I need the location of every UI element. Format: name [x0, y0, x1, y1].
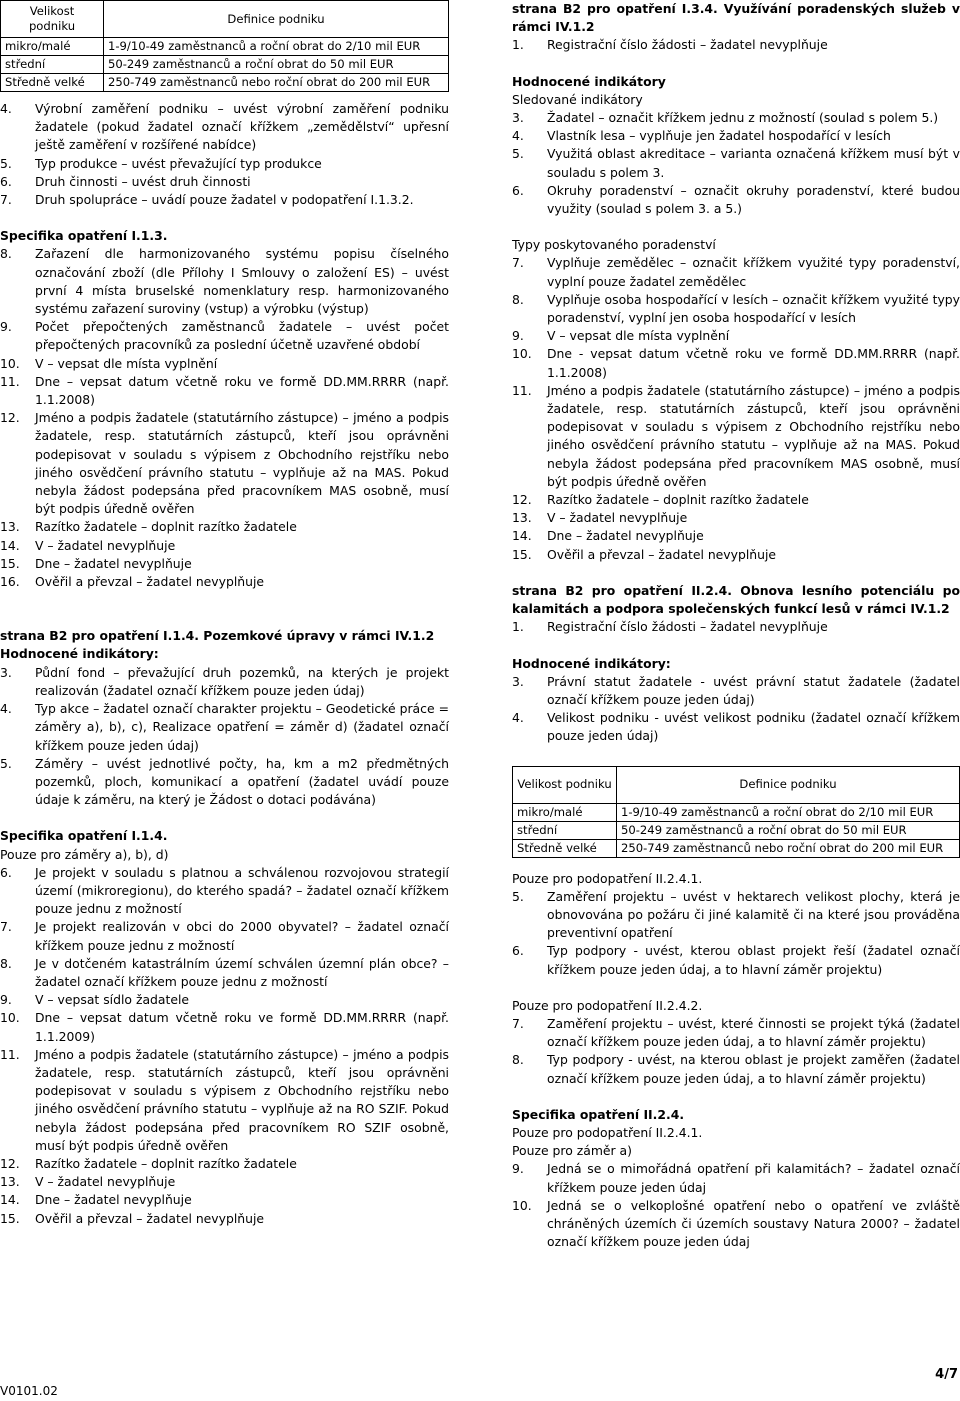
table-row [513, 803, 960, 821]
list-item-number: 7. [512, 1015, 524, 1031]
list-item-number: 10. [0, 355, 20, 371]
list-item [512, 942, 960, 978]
list-item-text: Dne – vepsat datum včetně roku ve formě DD.MM.RRRR (např. 1.1.2008) [35, 373, 449, 408]
list-item-number: 13. [0, 519, 20, 535]
section-heading: Hodnocené indikátory [512, 73, 666, 89]
table-header-size: Velikost podniku [513, 766, 617, 803]
document-version: V0101.02 [0, 1384, 58, 1398]
list-item [0, 191, 449, 209]
list-item [0, 955, 449, 991]
list-item-number: 9. [512, 328, 524, 344]
list-item-number: 12. [0, 410, 20, 426]
table-cell-definition: 50-249 zaměstnanců a roční obrat do 50 mil EUR [104, 56, 449, 74]
table-cell-size: střední [513, 821, 617, 839]
table-cell-definition: 1-9/10-49 zaměstnanců a roční obrat do 2/10 mil EUR [617, 803, 960, 821]
list-item-text: V – vepsat dle místa vyplnění [547, 328, 730, 344]
paragraph: Typy poskytovaného poradenství [512, 237, 716, 253]
list-item [512, 709, 960, 745]
list-item-number: 4. [512, 710, 524, 726]
list-item-number: 4. [512, 128, 524, 144]
list-item [512, 382, 960, 491]
section-heading: strana B2 pro opatření I.1.4. Pozemkové úpravy v rámci IV.1.2 [0, 628, 435, 644]
list-item [512, 491, 960, 509]
list-item-text: V – žadatel nevyplňuje [35, 537, 176, 553]
list-item [0, 355, 449, 373]
section-heading: Hodnocené indikátory: [512, 655, 671, 671]
list-item [512, 509, 960, 527]
list-item-number: 5. [0, 155, 12, 171]
table-cell-size: mikro/malé [513, 803, 617, 821]
list-item-text: V – vepsat sídlo žadatele [35, 992, 190, 1008]
list-item [0, 173, 449, 191]
list-item [512, 1197, 960, 1252]
list-item-number: 11. [0, 373, 20, 389]
section-heading: Hodnocené indikátory: [0, 646, 159, 662]
list-item-number: 9. [512, 1161, 524, 1177]
list-item-number: 12. [512, 492, 532, 508]
spacer [512, 1088, 960, 1106]
list-item-text: V – žadatel nevyplňuje [35, 1174, 176, 1190]
paragraph: Pouze pro podopatření II.2.4.1. [512, 1124, 703, 1140]
list-item-text: Dne – žadatel nevyplňuje [35, 1192, 192, 1208]
list-item-text: Je projekt realizován v obci do 2000 obyvatel? – žadatel označí křížkem pouze jednu z možností [35, 919, 449, 953]
right-text-blocks-top [512, 0, 960, 746]
list-item-text: Ověřil a převzal – žadatel nevyplňuje [35, 1210, 265, 1226]
list-item-text: Zaměření projektu – uvést v hektarech velikost plochy, která je obnovována po požáru či jiné kalamitě či na které jsou prováděna preventivní opatření [547, 888, 960, 941]
list-item [512, 1051, 960, 1087]
paragraph: Pouze pro záměr a) [512, 1143, 632, 1159]
spacer [0, 209, 449, 227]
list-item [512, 527, 960, 545]
table-cell-size: Středně velké [513, 839, 617, 857]
list-item-number: 11. [512, 382, 532, 398]
spacer [512, 564, 960, 582]
list-item-number: 1. [512, 619, 524, 635]
list-item [0, 573, 449, 591]
spacer [512, 979, 960, 997]
list-item-number: 7. [0, 919, 12, 935]
list-item-text: V – žadatel nevyplňuje [547, 510, 688, 526]
list-item [0, 700, 449, 755]
section-heading: Specifika opatření I.1.4. [0, 828, 168, 844]
list-item [0, 1210, 449, 1228]
list-item [512, 327, 960, 345]
table-cell-definition: 250-749 zaměstnanců nebo roční obrat do 200 mil EUR [617, 839, 960, 857]
table-header-size: Velikost podniku [1, 1, 104, 38]
list-item [0, 318, 449, 354]
list-item [512, 1015, 960, 1051]
list-item-number: 6. [0, 173, 12, 189]
list-item-number: 11. [0, 1046, 20, 1062]
table-row [513, 839, 960, 857]
list-item-text: Půdní fond – převažující druh pozemků, na kterých je projekt realizován (žadatel označí křížkem pouze jeden údaj) [35, 664, 449, 698]
list-item-text: Okruhy poradenství – označit okruhy poradenství, které budou využity (soulad s polem 3. a 5.) [547, 182, 960, 217]
list-item-number: 6. [0, 864, 12, 880]
list-item-text: Záměry – uvést jednotlivé počty, ha, km a m2 předmětných pozemků, ploch, komunikací a opatření (žadatel uvádí pouze údaje k záměru, na který je Žádost o dotaci podávána) [35, 755, 449, 808]
list-item-text: Registrační číslo žádosti – žadatel nevyplňuje [547, 619, 828, 635]
list-item [512, 345, 960, 381]
list-item-number: 7. [512, 255, 524, 271]
list-item-text: Druh spolupráce – uvádí pouze žadatel v podopatření I.1.3.2. [35, 192, 414, 208]
table-row [1, 74, 449, 92]
list-item-number: 8. [512, 1052, 524, 1068]
spacer [512, 218, 960, 236]
list-item-number: 6. [512, 182, 524, 198]
table-cell-definition: 50-249 zaměstnanců a roční obrat do 50 mil EUR [617, 821, 960, 839]
list-item-number: 8. [0, 955, 12, 971]
list-item [0, 555, 449, 573]
list-item-text: Typ akce – žadatel označí charakter projektu – Geodetické práce = záměry a), b), c), Realizace opatření = záměr d) (žadatel označí křížkem pouze jeden údaj) [35, 701, 449, 753]
page-number: 4/7 [935, 1367, 958, 1382]
list-item [0, 1191, 449, 1209]
right-text-blocks-bottom [512, 870, 960, 1252]
section-heading: strana B2 pro opatření II.2.4. Obnova lesního potenciálu po kalamitách a podpora společenských funkcí lesů v rámci IV.1.2 [512, 582, 960, 617]
list-item [512, 1160, 960, 1196]
list-item-text: Zařazení dle harmonizovaného systému popisu číselného označování zboží (dle Přílohy I Smlouvy o založení ES) – uvést první 4 místa bruselské nomenklatury resp. harmonizovaného systému zařazení suroviny (vstup) a výrobku (výstup) [35, 246, 449, 317]
list-item [512, 673, 960, 709]
right-column [512, 0, 960, 1251]
list-item [0, 918, 449, 954]
list-item-number: 3. [0, 664, 12, 680]
list-item-text: Razítko žadatele – doplnit razítko žadatele [35, 519, 297, 535]
list-item-text: Typ produkce – uvést převažující typ produkce [35, 155, 322, 171]
table-row [1, 56, 449, 74]
list-item-number: 4. [0, 101, 12, 116]
list-item-number: 15. [512, 546, 532, 562]
table-row [1, 38, 449, 56]
list-item [512, 291, 960, 327]
list-item-text: Druh činnosti – uvést druh činnosti [35, 173, 251, 189]
list-item [512, 182, 960, 218]
list-item [512, 546, 960, 564]
list-item-text: Počet přepočtených zaměstnanců žadatele – uvést počet přepočtených pracovníků za poslední účetně uzavřené období [35, 319, 449, 353]
list-item-text: Typ podpory - uvést, na kterou oblast je projekt zaměřen (žadatel označí křížkem pouze jeden údaj, a to hlavní záměr projektu) [547, 1052, 960, 1086]
list-item-text: Jméno a podpis žadatele (statutárního zástupce) – jméno a podpis žadatele, resp. statutárních zástupců, kteří jsou oprávněni podepisovat v souladu s výpisem z Obchodního rejstříku nebo jiného osvědčení právního statutu – vyplňuje až na RO SZIF. Pokud nebyla žádost podepsána před pracovníkem RO SZIF osobně, musí být podpis úředně ověřen [35, 1046, 449, 1153]
list-item [0, 991, 449, 1009]
paragraph: Pouze pro podopatření II.2.4.2. [512, 997, 703, 1013]
list-item [0, 409, 449, 518]
list-item-text: Jedná se o velkoplošné opatření nebo o opatření ve zvláště chráněných územích či územích soustavy Natura 2000? – žadatel označí křížkem pouze jeden údaj [547, 1197, 960, 1250]
list-item-text: Žadatel – označit křížkem jednu z možností (soulad s polem 5.) [547, 110, 939, 126]
list-item-text: Dne - vepsat datum včetně roku ve formě DD.MM.RRRR (např. 1.1.2008) [547, 346, 960, 380]
list-item [0, 1046, 449, 1155]
list-item-text: Ověřil a převzal – žadatel nevyplňuje [547, 546, 777, 562]
list-item-number: 9. [0, 992, 12, 1008]
table-cell-size: mikro/malé [1, 38, 104, 56]
section-heading: strana B2 pro opatření I.3.4. Využívání poradenských služeb v rámci IV.1.2 [512, 1, 960, 35]
list-item-number: 15. [0, 1210, 20, 1226]
list-item [0, 664, 449, 700]
list-item-text: Ověřil a převzal – žadatel nevyplňuje [35, 574, 265, 590]
list-item [512, 618, 960, 636]
company-size-table-left [0, 0, 449, 92]
list-item-text: Velikost podniku - uvést velikost podniku (žadatel označí křížkem pouze jeden údaj) [547, 710, 960, 744]
list-item [0, 100, 449, 155]
list-item-number: 3. [512, 673, 524, 689]
list-item-text: Registrační číslo žádosti – žadatel nevyplňuje [547, 37, 828, 53]
list-item-text: Výrobní zaměření podniku – uvést výrobní zaměření podniku žadatele (pokud žadatel označí křížkem „zemědělství“ upřesní ještě zaměření v rozšířené nabídce) [35, 101, 449, 153]
list-item [0, 755, 449, 810]
paragraph: Sledované indikátory [512, 91, 643, 107]
spacer [512, 55, 960, 73]
list-item-text: Vyplňuje zemědělec – označit křížkem využité typy poradenství, vyplní pouze žadatel zemědělec [547, 255, 960, 289]
list-item-number: 6. [512, 943, 524, 959]
left-column [0, 0, 449, 1228]
section-heading: Specifika opatření I.1.3. [0, 228, 168, 244]
list-item-number: 13. [512, 510, 532, 526]
list-item-number: 4. [0, 701, 12, 717]
list-item-text: Razítko žadatele – doplnit razítko žadatele [35, 1155, 297, 1171]
list-item [0, 1009, 449, 1045]
list-item-number: 15. [0, 555, 20, 571]
list-item [512, 145, 960, 181]
table-cell-definition: 1-9/10-49 zaměstnanců a roční obrat do 2/10 mil EUR [104, 38, 449, 56]
spacer [0, 591, 449, 609]
list-item [512, 888, 960, 943]
list-item-number: 5. [512, 888, 524, 904]
list-item-number: 12. [0, 1155, 20, 1171]
list-item-number: 1. [512, 37, 524, 53]
table-cell-definition: 250-749 zaměstnanců nebo roční obrat do 200 mil EUR [104, 74, 449, 92]
table-header-definition: Definice podniku [617, 766, 960, 803]
list-item-number: 9. [0, 319, 12, 335]
list-item [0, 245, 449, 318]
list-item-text: Je v dotčeném katastrálním území schválen územní plán obce? – žadatel označí křížkem pouze jednu z možností [35, 955, 449, 989]
company-size-table-right [512, 766, 960, 858]
list-item-text: V – vepsat dle místa vyplnění [35, 355, 218, 371]
list-item-number: 10. [512, 1197, 532, 1213]
list-item-number: 14. [0, 537, 20, 553]
list-item [512, 36, 960, 54]
list-item-text: Vyplňuje osoba hospodařící v lesích – označit křížkem využité typy poradenství, vyplní jen osoba hospodařící v lesích [547, 291, 960, 326]
table-header-definition: Definice podniku [104, 1, 449, 38]
list-item-text: Dne – žadatel nevyplňuje [547, 528, 704, 544]
list-item [0, 1155, 449, 1173]
list-item-number: 10. [512, 346, 532, 362]
list-item-text: Využitá oblast akreditace – varianta označená křížkem musí být v souladu s polem 3. [547, 146, 960, 180]
list-item-text: Dne – vepsat datum včetně roku ve formě DD.MM.RRRR (např. 1.1.2009) [35, 1010, 449, 1044]
list-item [0, 518, 449, 536]
list-item-text: Jméno a podpis žadatele (statutárního zástupce) – jméno a podpis žadatele, resp. statutárních zástupců, kteří jsou oprávněni podepisovat v souladu s výpisem z Obchodního rejstříku nebo jiného osvědčení právního statutu – vyplňuje až na MAS. Pokud nebyla žádost podepsána před pracovníkem MAS osobně, musí být podpis úředně ověřen [35, 410, 449, 517]
list-item [512, 109, 960, 127]
list-item [512, 127, 960, 145]
paragraph: Pouze pro podopatření II.2.4.1. [512, 870, 703, 886]
list-item-text: Je projekt v souladu s platnou a schválenou rozvojovou strategií území (mikroregionu), do kterého spadá? – žadatel označí křížkem pouze jednu z možností [35, 864, 449, 917]
list-item-number: 14. [512, 528, 532, 544]
list-item-number: 14. [0, 1192, 20, 1208]
spacer [512, 637, 960, 655]
list-item [512, 254, 960, 290]
spacer [0, 609, 449, 627]
section-heading: Specifika opatření II.2.4. [512, 1106, 685, 1122]
list-item [0, 864, 449, 919]
list-item-number: 16. [0, 574, 20, 590]
list-item-number: 8. [0, 246, 12, 262]
list-item [0, 155, 449, 173]
list-item-number: 5. [512, 146, 524, 162]
list-item-text: Právní statut žadatele - uvést právní statut žadatele (žadatel označí křížkem pouze jeden údaj) [547, 673, 960, 707]
table-row [513, 821, 960, 839]
list-item-text: Vlastník lesa – vyplňuje jen žadatel hospodařící v lesích [547, 128, 891, 144]
table-cell-size: střední [1, 56, 104, 74]
table-cell-size: Středně velké [1, 74, 104, 92]
list-item-number: 13. [0, 1174, 20, 1190]
list-item-number: 7. [0, 192, 12, 208]
list-item-text: Razítko žadatele – doplnit razítko žadatele [547, 492, 809, 508]
list-item-number: 5. [0, 755, 12, 771]
list-item-text: Typ podpory - uvést, kterou oblast projekt řeší (žadatel označí křížkem pouze jeden údaj, a to hlavní záměr projektu) [547, 943, 960, 977]
list-item-text: Dne – žadatel nevyplňuje [35, 555, 192, 571]
list-item [0, 373, 449, 409]
list-item-text: Jméno a podpis žadatele (statutárního zástupce) – jméno a podpis žadatele, resp. statutárních zástupců, kteří jsou oprávněni podepisovat v souladu s výpisem z Obchodního rejstříku nebo jiného osvědčení právního statutu – vyplňuje až na MAS. Pokud nebyla žádost podepsána před pracovníkem MAS osobně, musí být podpis úředně ověřen [547, 382, 960, 489]
list-item [0, 537, 449, 555]
spacer [0, 809, 449, 827]
list-item-text: Zaměření projektu – uvést, které činnosti se projekt týká (žadatel označí křížkem pouze jeden údaj, a to hlavní záměr projektu) [547, 1015, 960, 1050]
list-item [0, 1173, 449, 1191]
left-text-blocks [0, 100, 449, 1228]
list-item-number: 8. [512, 291, 524, 307]
list-item-number: 10. [0, 1010, 20, 1026]
list-item-text: Jedná se o mimořádná opatření při kalamitách? – žadatel označí křížkem pouze jeden údaj [547, 1161, 960, 1195]
paragraph: Pouze pro záměry a), b), d) [0, 846, 169, 862]
list-item-number: 3. [512, 110, 524, 126]
